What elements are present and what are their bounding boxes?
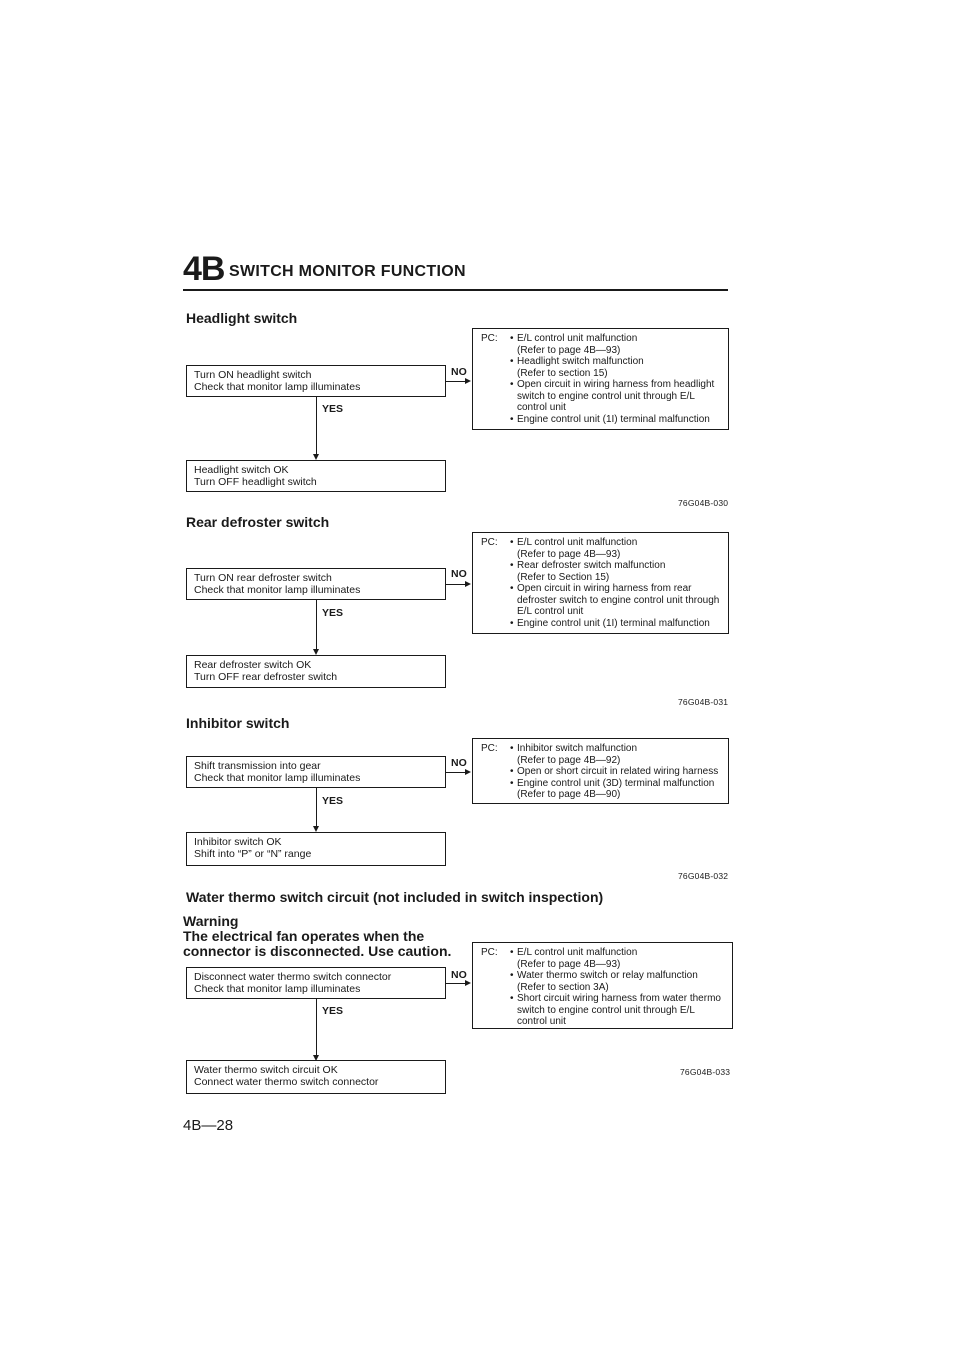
- bullet-icon: •: [510, 583, 514, 594]
- pc-box-water-thermo: [472, 942, 733, 1029]
- bullet-icon: •: [510, 560, 514, 571]
- result-line: Turn OFF rear defroster switch: [194, 671, 338, 683]
- result-box-headlight: [186, 460, 446, 492]
- pc-item-line: Short circuit wiring harness from water thermo: [517, 993, 721, 1004]
- no-connector: [446, 381, 466, 382]
- pc-item-line: Open or short circuit in related wiring harness: [517, 766, 719, 777]
- no-label: NO: [451, 757, 467, 769]
- bullet-icon: •: [510, 743, 514, 754]
- bullet-icon: •: [510, 970, 514, 981]
- yes-connector: [316, 397, 317, 457]
- section-title-headlight: Headlight switch: [186, 310, 298, 326]
- pc-box-rear-defroster: [472, 532, 729, 634]
- pc-item-line: Engine control unit (1I) terminal malfunction: [517, 413, 710, 425]
- bullet-icon: •: [510, 766, 514, 777]
- yes-label: YES: [322, 1005, 344, 1017]
- header-rule: [183, 289, 728, 291]
- step-line: Check that monitor lamp illuminates: [194, 772, 361, 784]
- bullet-icon: •: [510, 356, 514, 367]
- result-line: Rear defroster switch OK: [194, 659, 312, 671]
- pc-item-line: Engine control unit (3D) terminal malfunction: [517, 777, 715, 789]
- pc-item-line: defroster switch to engine control unit through: [517, 594, 720, 606]
- step-line: Check that monitor lamp illuminates: [194, 983, 361, 995]
- step-box-inhibitor: [186, 756, 446, 788]
- step-box-rear-defroster: [186, 568, 446, 600]
- no-connector: [446, 584, 466, 585]
- pc-item-line: Water thermo switch or relay malfunction: [517, 970, 698, 981]
- result-line: Shift into “P” or “N” range: [194, 848, 312, 860]
- result-box-inhibitor: [186, 832, 446, 866]
- pc-item-line: E/L control unit malfunction: [517, 947, 638, 958]
- pc-item-line: E/L control unit malfunction: [517, 333, 638, 344]
- pc-item-line: (Refer to page 4B—93): [517, 344, 621, 356]
- bullet-icon: •: [510, 777, 514, 789]
- bullet-icon: •: [510, 333, 514, 344]
- pc-item-line: control unit: [517, 402, 566, 413]
- result-box-water-thermo: [186, 1060, 446, 1094]
- yes-connector: [316, 788, 317, 828]
- figure-code: 76G04B-032: [678, 871, 729, 881]
- step-box-headlight: [186, 365, 446, 397]
- section-title-inhibitor: Inhibitor switch: [186, 715, 290, 731]
- pc-prefix: PC:: [481, 947, 498, 958]
- pc-item-line: Engine control unit (1I) terminal malfunction: [517, 617, 710, 629]
- pc-prefix: PC:: [481, 537, 498, 548]
- step-line: Shift transmission into gear: [194, 760, 321, 772]
- pc-item-line: Headlight switch malfunction: [517, 356, 644, 367]
- yes-connector: [316, 999, 317, 1057]
- no-arrow: [465, 378, 471, 384]
- result-line: Headlight switch OK: [194, 464, 289, 476]
- figure-code: 76G04B-031: [678, 697, 729, 707]
- step-line: Turn ON rear defroster switch: [194, 572, 332, 584]
- step-box-water-thermo: [186, 967, 446, 999]
- step-line: Check that monitor lamp illuminates: [194, 381, 361, 393]
- no-label: NO: [451, 969, 467, 981]
- pc-item-line: (Refer to page 4B—90): [517, 789, 621, 800]
- result-line: Turn OFF headlight switch: [194, 476, 317, 488]
- pc-prefix: PC:: [481, 333, 498, 344]
- result-line: Connect water thermo switch connector: [194, 1076, 379, 1088]
- figure-code: 76G04B-033: [680, 1067, 731, 1077]
- no-arrow: [465, 581, 471, 587]
- pc-item-line: (Refer to page 4B—92): [517, 754, 621, 766]
- section-title-rear-defroster: Rear defroster switch: [186, 514, 330, 530]
- pc-item-line: E/L control unit: [517, 606, 584, 617]
- warning-heading: Warning: [183, 913, 239, 929]
- yes-label: YES: [322, 403, 344, 415]
- no-arrow: [465, 769, 471, 775]
- bullet-icon: •: [510, 379, 514, 390]
- pc-item-line: switch to engine control unit through E/L: [517, 390, 695, 402]
- bullet-icon: •: [510, 947, 514, 958]
- result-line: Inhibitor switch OK: [194, 836, 282, 848]
- bullet-icon: •: [510, 537, 514, 548]
- result-box-rear-defroster: [186, 655, 446, 688]
- section-title-water-thermo: Water thermo switch circuit (not included in switch inspection): [186, 889, 604, 905]
- no-connector: [446, 983, 466, 984]
- pc-item-line: (Refer to section 15): [517, 367, 608, 379]
- no-label: NO: [451, 366, 467, 378]
- pc-item-line: E/L control unit malfunction: [517, 537, 638, 548]
- pc-box-headlight: [472, 328, 729, 430]
- page-number: 4B—28: [183, 1117, 234, 1134]
- bullet-icon: •: [510, 413, 514, 425]
- bullet-icon: •: [510, 617, 514, 629]
- no-connector: [446, 772, 466, 773]
- yes-label: YES: [322, 795, 344, 807]
- pc-prefix: PC:: [481, 743, 498, 754]
- warning-line: connector is disconnected. Use caution.: [183, 943, 452, 959]
- yes-label: YES: [322, 607, 344, 619]
- pc-item-line: Inhibitor switch malfunction: [517, 743, 638, 754]
- step-line: Turn ON headlight switch: [194, 369, 312, 381]
- warning-line: The electrical fan operates when the: [183, 928, 425, 944]
- result-line: Water thermo switch circuit OK: [194, 1064, 338, 1076]
- no-label: NO: [451, 568, 467, 580]
- step-line: Disconnect water thermo switch connector: [194, 971, 392, 983]
- pc-item-line: switch to engine control unit through E/L: [517, 1004, 695, 1016]
- warning-note: [183, 914, 451, 959]
- pc-item-line: (Refer to page 4B—93): [517, 958, 621, 970]
- page-title: SWITCH MONITOR FUNCTION: [229, 263, 466, 280]
- pc-item-line: (Refer to Section 15): [517, 571, 610, 583]
- yes-connector: [316, 600, 317, 652]
- section-code: 4B: [183, 250, 225, 288]
- pc-item-line: Rear defroster switch malfunction: [517, 560, 666, 571]
- bullet-icon: •: [510, 993, 514, 1004]
- pc-item-line: (Refer to page 4B—93): [517, 548, 621, 560]
- pc-item-line: Open circuit in wiring harness from rear: [517, 583, 692, 594]
- step-line: Check that monitor lamp illuminates: [194, 584, 361, 596]
- pc-item-line: control unit: [517, 1016, 566, 1027]
- pc-box-inhibitor: [472, 738, 729, 804]
- pc-item-line: Open circuit in wiring harness from headlight: [517, 379, 715, 390]
- pc-item-line: (Refer to section 3A): [517, 981, 609, 993]
- figure-code: 76G04B-030: [678, 498, 729, 508]
